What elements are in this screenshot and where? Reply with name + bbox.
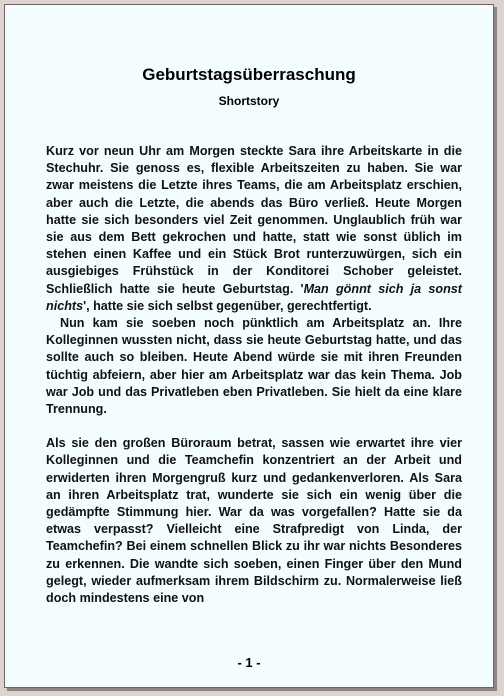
- paragraph-2: Nun kam sie soeben noch pünktlich am Arbeitsplatz an. Ihre Kolleginnen wussten nicht, dass sie heute Geburtstag hatte, und das sollte auch so bleiben. Heute Abend würde sie mit ihren Freunden tüchtig abfeiern, aber hier am Arbeitsplatz war das kein Thema. Job war Job und das Privatleben eben Privatleben. Sie hielt da eine klare Trennung.: [46, 316, 462, 417]
- document-subtitle: Shortstory: [218, 94, 280, 108]
- paragraph-1-text-end: ', hatte sie sich selbst gegenüber, gerechtfertigt.: [83, 298, 372, 313]
- page-number: - 1 -: [237, 655, 261, 670]
- paragraph-1-quote: Man gönnt sich ja sonst nichts: [46, 281, 462, 313]
- document-title: Geburtstagsüberraschung: [142, 65, 356, 84]
- story-body: [46, 143, 462, 607]
- paragraph-1: [46, 143, 462, 315]
- paragraph-1-text: Kurz vor neun Uhr am Morgen steckte Sara ihre Arbeitskarte in die Stechuhr. Sie genoss es, flexible Arbeitszeiten zu haben. Sie war zwar meistens die Letzte ihres Teams, die am Arbeitsplatz erschien, aber auch die Letzte, die abends das Büro verließ. Heute Morgen hatte sie sich besonders viel Zeit genommen. Unglaublich früh war sie aus dem Bett gekrochen und hatte, statt wie sonst üblich im stehen einen Kaffee und ein Stück Brot runterzuwürgen, sich ein ausgiebiges Frühstück in der Konditorei Schober geleistet. Schließlich hatte sie heute Geburtstag. ': [46, 144, 462, 296]
- paragraph-3: Als sie den großen Büroraum betrat, sassen wie erwartet ihre vier Kolleginnen und die Teamchefin konzentriert an der Arbeit und erwiderten ihren Morgengruß kurz und gedankenverloren. Als Sara an ihren Arbeitsplatz trat, wunderte sie sich ein wenig über die gedämpfte Stimmung hier. War da was vorgefallen? Hatte sie da etwas verpasst? Vielleicht eine Strafpredigt von Linda, der Teamchefin? Bei einem schnellen Blick zu ihr war nichts Besonderes zu erkennen. Die wandte sich soeben, einen Finger über den Mund gelegt, wieder aufmerksam ihrem Bildschirm zu. Normalerweise ließ doch mindestens eine von: [46, 436, 462, 606]
- document-page: [4, 4, 494, 688]
